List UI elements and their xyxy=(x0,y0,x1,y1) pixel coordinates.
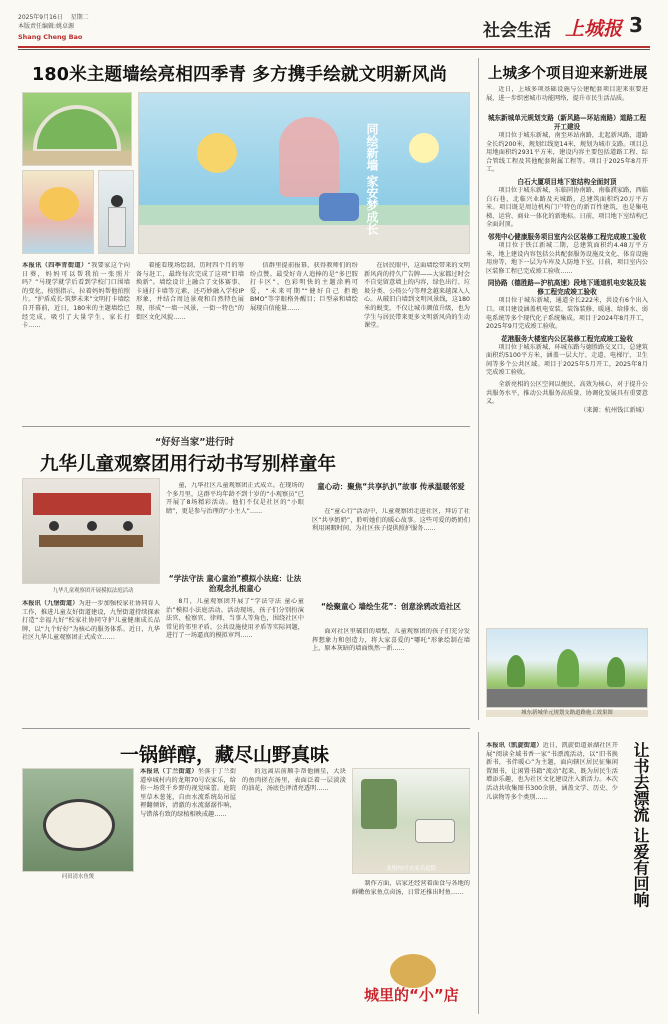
side-top-photo-caption: 城东新城单元规划支路道路施工效果图 xyxy=(486,710,648,717)
story2-col2: 童，九华社区儿童观察团正式成立。在现场的个多月里，这群平均年龄不到十岁的“小观察员”已开展了8场精彩活动。他们不仅是社区的“小眼睛”，更是参与治理的“小主人”…… xyxy=(166,482,304,515)
side-item-body: 项目位于铁江新城二期，总建筑面积约4.48万平方米，地上建设内容包括公共配套服务设施及文化、体育设施用房等，地下一层为车库及人防地下室。日前，项目室内公区装修工程已完成竣工验收…… xyxy=(486,241,648,275)
side-bottom-col xyxy=(486,742,618,1014)
section-title: 社会生活 xyxy=(483,21,551,41)
story2-col2b: 8月，儿童观察团开展了“学法守法 童心童治”模拟小法庭活动。活动现场，孩子们分别扮演法官、检察官、律师、当事人等角色，围绕社区中常见的邻里矛盾、公共设施使用矛盾等实际问题，进行了一场逼真的模拟审判…… xyxy=(166,598,304,640)
story1-byline: 本报讯（四季青街道） xyxy=(22,262,88,269)
story3-photo-caption: 问田清水鱼煲 xyxy=(61,874,95,880)
side-bottom-headline: 让书去漂流 让爱有回响 xyxy=(631,742,650,908)
story3-headline: 一锅鲜醇，藏尽山野真味 xyxy=(120,744,330,766)
page-number: 3 xyxy=(629,13,643,37)
side-top-items xyxy=(486,114,648,570)
story2-col3b: 面对社区里破旧的墙壁，儿童观察团的孩子们充分发挥想象力和创造力，将大家喜爱的“哪吒”形象绘制在墙上，原本灰暗的墙面焕然一新…… xyxy=(312,628,470,653)
divider-story1 xyxy=(22,426,470,427)
side-top-headline: 上城多个项目迎来新进展 xyxy=(488,66,648,82)
side-bottom-byline: 本报讯（凯旋街道） xyxy=(486,742,543,749)
story2-photo-court xyxy=(22,478,160,584)
side-item-body: 项目位于城东新城，南至环站南路，北起新风路，道路全长约200米，规划红线宽14米，规划为城市支路。项目总用地面积约2931平方米，建设内容主要包括道路工程、综合管线工程及其他配套附属工程等。项目于2025年8月开工。 xyxy=(486,132,648,174)
story1-photo-wall-main xyxy=(138,92,470,254)
side-item-2 xyxy=(486,178,648,230)
story2-subhead-r2: “绘聚童心 墙绘生花”：创意涂鸦改造社区 xyxy=(321,602,461,611)
story2-body: 为进一步加强校家社协同育人工作，推进儿童友好街道建设，九堡街道持续探索打造“幸福九好”校家社协同守护儿童健康成长品牌，以“九个好好”为核心的服务体系。近日，九华社区九华儿童观察团正式成立…… xyxy=(22,600,160,642)
story2-col3: 在“童心行”活动中，儿童观察团走进社区，拜访了社区“共享奶奶”，聆听她们的暖心故事。这些可爱的奶奶们利用闲暇时间，为社区孩子提供照护服务…… xyxy=(312,508,470,533)
header-rule-thin xyxy=(18,49,650,50)
story2-photo-caption: 九华儿童观察团开展模拟法庭活动 xyxy=(52,588,134,594)
story2-col1 xyxy=(22,600,160,720)
story1-col2: 着能看现场绘制，历时四个月的筹备与赶工，最终每次完成了这项“旧墙焕新”。墙绘设计上融合了文体赛事、卡通打卡墙等元素，还巧妙融入学校IP形象，并结合周边景观和自然特色展现，形成“一墙一风景，一街一特色”的街区文化风貌…… xyxy=(136,262,244,321)
side-item-body: 项目位于城东新城，环城东路与德胜路交叉口，总建筑面积约5100平方米，涵盖一层大厅、走道、电梯厅、卫生间等多个公共区域。项目于2025年5月开工，2025年8月完成竣工验收。 xyxy=(486,343,648,377)
story3-col1 xyxy=(140,768,236,1014)
story3-photo2-caption: 龙翔70号农家乐庭院 xyxy=(386,866,436,872)
story1-photo-mural xyxy=(22,170,94,254)
story2-subhead-r1: 童心动：聚焦“共享扒扒”故事 传承温暖邻爱 xyxy=(317,482,465,491)
side-item-1 xyxy=(486,114,648,175)
story3-badge-text: 城里的“小”店 xyxy=(364,986,459,1004)
story3-byline: 本报讯（丁兰街道） xyxy=(140,768,198,775)
story2-headline: 九华儿童观察团用行动书写别样童年 xyxy=(40,454,337,475)
story2-kicker: “好好当家”进行时 xyxy=(155,437,234,448)
divider-story2 xyxy=(22,728,470,729)
story2-subhead-mid: “学法守法 童心童治”模拟小法庭：让法治观念扎根童心 xyxy=(168,574,302,593)
wall-slogan: 同绘新墙 家安梦成长 xyxy=(365,123,379,236)
story3-col1b xyxy=(22,884,134,1014)
side-item-title: 同协路（德胜路—沪杭高速）段地下通道机电安装及装修工程完成竣工验收 xyxy=(487,279,647,297)
story1-col1 xyxy=(22,262,130,422)
story3-body: 坐落于丁兰街道皋城村内的龙翔70号农家乐，给你一场赏千乡野的视觉味蕾。庭院里草木葱茏，自由水流系统岛吊屋裡翻倾诉，清澈的水流潺潺作响，与错落有致的绿植相映成趣…… xyxy=(140,768,236,818)
side-item-3 xyxy=(486,233,648,276)
story1-photo-painter xyxy=(98,170,134,254)
page-header xyxy=(18,12,650,48)
story3-photo-fish xyxy=(22,768,134,872)
story3-col3: 制作方面，店家还经营着面食与各地的鲜嫩鱼家鱼点卤汤，日常还推出时鱼…… xyxy=(352,880,470,896)
side-item-body: 项目位于城东新城，通道全长222米，共设有6个出入口。项目建设涵盖机电安装、装饰装修、暖通、给排水、弱电系统等多个现代化子系统集成。项目于2024年8月开工，2025年9月完成竣工验收。 xyxy=(486,297,648,331)
story3-badge xyxy=(360,950,470,1014)
story1-body: “我要家这个向日葵，妈妈可以帮我拍一张照片吗？”马现学就学后看到学校门口围墙的变化，按照指示，拉着妈妈帮他拍照片。“护盾成长·筑梦未来”文明打卡墙绘自开幕前，近日，180米的主题墙绘已经完成，吸引了大量学生、家长打卡…… xyxy=(22,262,130,330)
sidebar-divider xyxy=(478,58,479,720)
editor-line: 本版责任编辑:姚卓源 xyxy=(18,23,75,30)
story2-byline: 本报讯（九堡街道） xyxy=(22,600,79,607)
brand-pinyin: Shang Cheng Bao xyxy=(18,33,83,41)
side-top-intro: 近日，上城多项基础设施与公建配套项目迎来重要进展，进一步织密城市功能网络，提升市民生活品质。 xyxy=(486,86,648,102)
side-top-photo-road xyxy=(486,628,648,708)
sidebar-bottom-divider xyxy=(478,732,479,1014)
side-top-closing: 全新亮相的公区空间以便民、高效为核心，对于提升公共服务水平，推动公共服务高质量、协调化发展具有重要意义。 xyxy=(486,381,648,406)
story1-col3: 信群里提前报幕，获得教师们的纷纷点赞。最受好奇人追捧的是“多巴胺打卡区”，色彩明快的主题涂鸦可爱，“未来可期”“健好自己 拒绝BMO”等字眼格外醒目；巨型亲和墙绘展现自信能量…… xyxy=(250,262,358,312)
side-item-5 xyxy=(486,335,648,378)
side-item-body: 项目位于城东新城，东临同协南路、南临濮家路，西临白石巷，北临兴业路及天城路，总建筑面积约20万平方米。项目既是周边机构门户特色的新百性建筑，也是集电梯、运营、商业一体化的新地标。日前，项目地下室结构已全面封顶。 xyxy=(486,186,648,229)
side-top-source: （来源：杭州钱江新城） xyxy=(579,406,648,414)
side-item-4 xyxy=(486,279,648,331)
story3-col2: 的远离店前顺手帮他摘星，大块的鱼肉搓在汤里，表面泛着一层淡淡的油花，汤底色泽清亮透明…… xyxy=(242,768,346,793)
side-item-title: 白石大厦项目地下室结构全面封顶 xyxy=(517,177,617,186)
story1-photo-gate xyxy=(22,92,132,166)
side-item-title: 城东新城单元规划支路（新风路—环站南路）道路工程开工建设 xyxy=(487,114,647,131)
issue-date: 2025年9月16日 星期二 xyxy=(18,14,89,21)
side-bottom-body: 近日，凯旋街道景湖社区开展“阅读全域书香一家”书漂流活动，以“旧书换新书，书伴暖心”为主题，面向辖区居民征集闲置图书，让闲置书籍“流动”起来，既为居民生活增添乐趣，也为社区文化建设注入新活力。本次活动共收集图书300余册，涵盖文学、历史、少儿读物等多个类别…… xyxy=(486,742,618,801)
story1-headline: 180米主题墙绘亮相四季青 多方携手绘就文明新风尚 xyxy=(32,65,448,85)
story1-col4: 在居民眼中，这面墙绘带来的文明新风尚的持久广告牌——大家都过时会不自觉留意墙上的内容，绿色出行、垃圾分类、公筷公勺等理念越来越深入人心。从破旧白墙到文明风景线，这180米的蜕变，不仅让城市颜值升级，也为学生与居民带来更多文明新风尚的生动课堂。 xyxy=(364,262,470,330)
paper-name: 上城报 xyxy=(565,18,623,40)
side-item-title: 花港服务大楼室内公区装修工程完成竣工验收 xyxy=(501,334,633,343)
story3-photo-yard xyxy=(352,768,470,874)
header-rule xyxy=(18,46,650,48)
side-item-title: 邻苑中心健康服务项目室内公区装修工程完成竣工验收 xyxy=(487,232,647,241)
